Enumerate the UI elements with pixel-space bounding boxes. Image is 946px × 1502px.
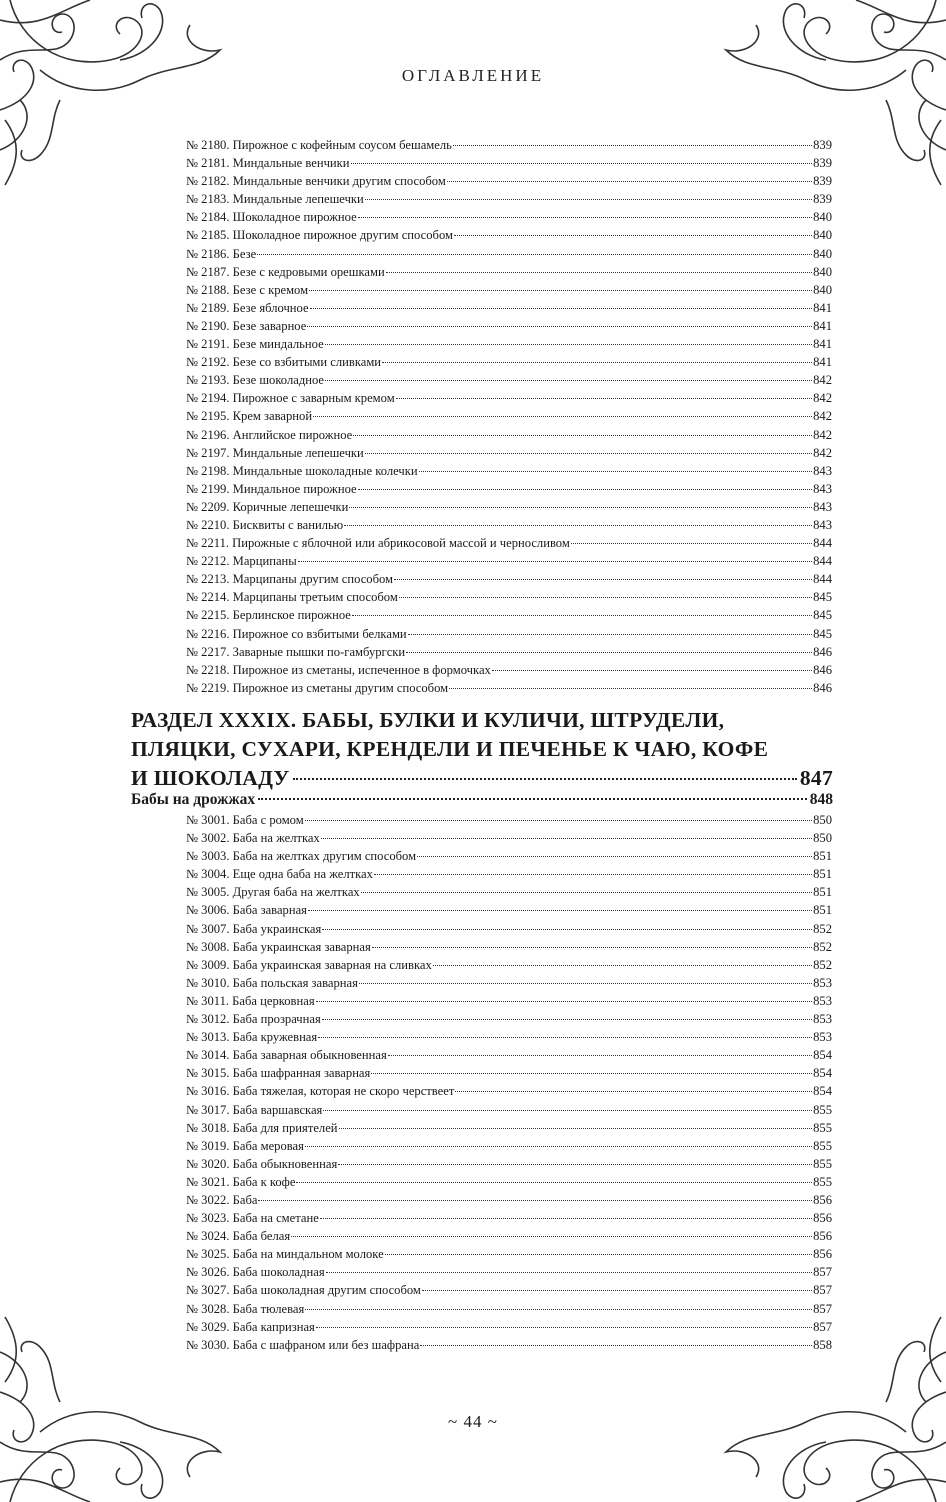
toc-entry-page: 851	[813, 867, 832, 882]
dot-leader	[359, 983, 812, 984]
toc-entry[interactable]	[186, 263, 832, 281]
toc-entry-title: № 2218. Пирожное из сметаны, испеченное в формочках	[186, 662, 491, 677]
toc-entry-title: № 2211. Пирожные с яблочной или абрикосовой массой и черносливом	[186, 536, 570, 551]
dot-leader	[325, 344, 812, 345]
dot-leader	[396, 398, 812, 399]
toc-entry[interactable]	[186, 588, 832, 606]
dot-leader	[382, 362, 812, 363]
toc-entry[interactable]	[186, 552, 832, 570]
toc-entry[interactable]	[186, 1028, 832, 1046]
toc-entry-title: № 2215. Берлинское пирожное	[186, 608, 351, 623]
toc-entry-title: № 2198. Миндальные шоколадные колечки	[186, 463, 418, 478]
toc-entry-page: 855	[813, 1102, 832, 1117]
dot-leader	[571, 543, 812, 544]
toc-entry[interactable]	[186, 1064, 832, 1082]
toc-entry-title: № 3017. Баба варшавская	[186, 1102, 323, 1117]
toc-entry[interactable]	[186, 1101, 832, 1119]
toc-entry-title: № 2196. Английское пирожное	[186, 427, 353, 442]
page-number-footer: ~ 44 ~	[448, 1412, 498, 1431]
toc-entry-page: 857	[813, 1283, 832, 1298]
toc-entry-page: 851	[813, 903, 832, 918]
toc-entry-title: № 2188. Безе с кремом	[186, 282, 309, 297]
toc-entry-page: 856	[813, 1247, 832, 1262]
toc-entry-title: № 3009. Баба украинская заварная на сливках	[186, 957, 432, 972]
toc-entry-page: 846	[813, 662, 832, 677]
toc-entry-page: 843	[813, 499, 832, 514]
toc-entry-title: № 3008. Баба украинская заварная	[186, 939, 371, 954]
toc-entry-title: № 3015. Баба шафранная заварная	[186, 1066, 371, 1081]
toc-entry-title: № 3005. Другая баба на желтках	[186, 885, 360, 900]
dot-leader	[308, 910, 812, 911]
toc-entry-title: № 3029. Баба капризная	[186, 1319, 315, 1334]
toc-entry-page: 842	[813, 391, 832, 406]
toc-list-bottom	[186, 811, 832, 1354]
dot-leader	[309, 290, 812, 291]
toc-entry-page: 840	[813, 210, 832, 225]
section-heading-line-1: РАЗДЕЛ XXXIX. БАБЫ, БУЛКИ И КУЛИЧИ, ШТРУДЕЛИ,	[131, 708, 725, 732]
toc-entry-page: 853	[813, 1012, 832, 1027]
dot-leader	[305, 1309, 812, 1310]
dot-leader	[372, 947, 812, 948]
dot-leader	[374, 874, 812, 875]
dot-leader	[417, 856, 812, 857]
toc-entry-title: № 3013. Баба кружевная	[186, 1030, 318, 1045]
toc-entry-title: № 2210. Бисквиты с ванилью	[186, 517, 344, 532]
toc-entry-title: № 2190. Безе заварное	[186, 318, 307, 333]
toc-entry-title: № 3010. Баба польская заварная	[186, 975, 358, 990]
toc-entry-page: 845	[813, 608, 832, 623]
toc-entry-page: 856	[813, 1211, 832, 1226]
toc-entry-title: № 2219. Пирожное из сметаны другим способом	[186, 680, 449, 695]
toc-entry-page: 839	[813, 192, 832, 207]
toc-entry[interactable]	[186, 811, 832, 829]
toc-entry[interactable]	[186, 1209, 832, 1227]
toc-entry-title: № 3001. Баба с ромом	[186, 813, 304, 827]
dot-leader	[291, 1236, 812, 1237]
toc-entry-page: 852	[813, 921, 832, 936]
toc-entry[interactable]	[186, 462, 832, 480]
toc-entry-page: 856	[813, 1229, 832, 1244]
toc-entry-page: 856	[813, 1192, 832, 1207]
subsection-page-number: 848	[809, 791, 833, 808]
toc-entry-title: № 3028. Баба тюлевая	[186, 1301, 305, 1316]
toc-entry[interactable]	[186, 570, 832, 588]
toc-entry-page: 857	[813, 1319, 832, 1334]
toc-entry-page: 842	[813, 445, 832, 460]
dot-leader	[344, 525, 812, 526]
toc-entry-page: 843	[813, 517, 832, 532]
toc-entry[interactable]	[186, 245, 832, 263]
toc-entry[interactable]	[186, 679, 832, 697]
toc-entry[interactable]	[186, 956, 832, 974]
dot-leader	[305, 1146, 812, 1147]
toc-entry-page: 839	[813, 174, 832, 189]
toc-entry[interactable]	[186, 281, 832, 299]
toc-list-top	[186, 136, 832, 697]
toc-entry[interactable]	[186, 371, 832, 389]
dot-leader	[318, 1037, 812, 1038]
toc-entry-title: № 3003. Баба на желтках другим способом	[186, 849, 417, 864]
toc-entry-title: № 3024. Баба белая	[186, 1229, 291, 1244]
toc-entry[interactable]	[186, 516, 832, 534]
page-header-title: ОГЛАВЛЕНИЕ	[401, 66, 545, 85]
toc-entry-page: 845	[813, 626, 832, 641]
toc-entry-title: № 3025. Баба на миндальном молоке	[186, 1247, 384, 1262]
toc-entry-page: 853	[813, 993, 832, 1008]
dot-leader	[408, 634, 812, 635]
toc-entry-page: 858	[813, 1337, 832, 1352]
toc-entry[interactable]	[186, 407, 832, 425]
dot-leader	[455, 1091, 812, 1092]
toc-entry-title: № 3023. Баба на сметане	[186, 1211, 319, 1226]
toc-entry-page: 855	[813, 1174, 832, 1189]
toc-entry-title: № 2199. Миндальное пирожное	[186, 481, 357, 496]
toc-entry[interactable]	[186, 317, 832, 335]
toc-entry[interactable]	[186, 847, 832, 865]
dot-leader	[313, 416, 812, 417]
dot-leader	[388, 1055, 812, 1056]
toc-entry-page: 857	[813, 1265, 832, 1280]
toc-entry-title: № 3019. Баба меровая	[186, 1138, 304, 1153]
toc-entry-title: № 3016. Баба тяжелая, которая не скоро черствеет	[186, 1084, 455, 1099]
toc-entry[interactable]	[186, 992, 832, 1010]
toc-entry-page: 843	[813, 463, 832, 478]
toc-entry[interactable]	[186, 389, 832, 407]
toc-entry-page: 855	[813, 1156, 832, 1171]
toc-entry-page: 839	[813, 156, 832, 171]
toc-entry-page: 846	[813, 644, 832, 659]
dot-leader	[326, 1272, 812, 1273]
toc-entry-title: № 3030. Баба с шафраном или без шафрана	[186, 1337, 420, 1352]
dot-leader	[449, 688, 812, 689]
dot-leader	[394, 579, 812, 580]
dot-leader	[296, 1182, 812, 1183]
toc-entry-page: 854	[813, 1066, 832, 1081]
dot-leader	[322, 929, 812, 930]
toc-entry[interactable]	[186, 1119, 832, 1137]
toc-entry[interactable]	[186, 1318, 832, 1336]
dot-leader	[371, 1073, 812, 1074]
dot-leader	[365, 199, 812, 200]
toc-entry-title: № 2217. Заварные пышки по-гамбургски	[186, 644, 406, 659]
dot-leader	[492, 670, 812, 671]
toc-entry[interactable]	[186, 829, 832, 847]
toc-entry-page: 855	[813, 1120, 832, 1135]
toc-entry-title: № 3007. Баба украинская	[186, 921, 322, 936]
toc-entry-page: 842	[813, 427, 832, 442]
toc-entry-title: № 3011. Баба церковная	[186, 993, 315, 1008]
toc-entry-page: 840	[813, 264, 832, 279]
toc-entry-page: 851	[813, 885, 832, 900]
toc-entry[interactable]	[186, 1227, 832, 1245]
dot-leader	[351, 163, 813, 164]
toc-entry-title: № 2183. Миндальные лепешечки	[186, 192, 364, 207]
toc-entry-title: № 2184. Шоколадное пирожное	[186, 210, 357, 225]
toc-entry-title: № 2214. Марципаны третьим способом	[186, 590, 398, 605]
dot-leader	[399, 597, 812, 598]
toc-entry[interactable]	[186, 353, 832, 371]
toc-entry[interactable]	[186, 426, 832, 444]
dot-leader	[406, 652, 812, 653]
toc-entry-title: № 2213. Марципаны другим способом	[186, 572, 394, 587]
toc-entry-title: № 2189. Безе яблочное	[186, 300, 309, 315]
toc-entry-page: 841	[813, 337, 832, 352]
toc-entry-title: № 3004. Еще одна баба на желтках	[186, 867, 373, 882]
toc-entry-page: 854	[813, 1084, 832, 1099]
toc-entry[interactable]	[186, 1245, 832, 1263]
toc-entry[interactable]	[186, 299, 832, 317]
toc-entry[interactable]	[186, 1300, 832, 1318]
section-heading[interactable]	[131, 706, 833, 793]
toc-entry-page: 853	[813, 975, 832, 990]
toc-entry-title: № 3021. Баба к кофе	[186, 1174, 296, 1189]
toc-entry[interactable]	[186, 1137, 832, 1155]
toc-entry-page: 841	[813, 355, 832, 370]
toc-entry-title: № 3027. Баба шоколадная другим способом	[186, 1283, 421, 1298]
toc-entry[interactable]	[186, 1046, 832, 1064]
toc-entry[interactable]	[186, 1010, 832, 1028]
toc-entry-page: 855	[813, 1138, 832, 1153]
subsection-heading[interactable]	[131, 790, 833, 810]
toc-entry-title: № 2182. Миндальные венчики другим способом	[186, 174, 446, 189]
dot-leader	[447, 181, 812, 182]
toc-entry-title: № 2195. Крем заварной	[186, 409, 313, 424]
toc-entry-title: № 3026. Баба шоколадная	[186, 1265, 325, 1280]
toc-entry-title: № 3012. Баба прозрачная	[186, 1012, 321, 1027]
toc-entry-page: 852	[813, 957, 832, 972]
toc-entry-title: № 2197. Миндальные лепешечки	[186, 445, 364, 460]
dot-leader	[358, 217, 812, 218]
dot-leader	[422, 1290, 812, 1291]
toc-entry[interactable]	[186, 1173, 832, 1191]
toc-entry-page: 850	[813, 813, 832, 827]
section-heading-line-3: И ШОКОЛАДУ	[131, 766, 290, 790]
toc-entry[interactable]	[186, 625, 832, 643]
toc-entry[interactable]	[186, 938, 832, 956]
toc-entry-title: № 2193. Безе шоколадное	[186, 373, 325, 388]
toc-entry-title: № 3020. Баба обыкновенная	[186, 1156, 338, 1171]
toc-entry-page: 846	[813, 680, 832, 695]
dot-leader	[349, 507, 812, 508]
toc-entry-page: 840	[813, 282, 832, 297]
toc-entry-page: 844	[813, 572, 832, 587]
toc-entry-title: № 2186. Безе	[186, 246, 257, 261]
toc-entry[interactable]	[186, 643, 832, 661]
toc-entry-title: № 2216. Пирожное со взбитыми белками	[186, 626, 407, 641]
dot-leader	[361, 892, 812, 893]
toc-entry-title: № 2185. Шоколадное пирожное другим способом	[186, 228, 453, 243]
dot-leader	[258, 798, 807, 800]
toc-entry-title: № 2187. Безе с кедровыми орешками	[186, 264, 385, 279]
dot-leader	[454, 235, 812, 236]
dot-leader	[353, 435, 812, 436]
dot-leader	[352, 615, 812, 616]
dot-leader	[305, 820, 812, 821]
toc-entry-title: № 3022. Баба	[186, 1192, 258, 1207]
toc-entry[interactable]	[186, 1336, 832, 1354]
toc-entry[interactable]	[186, 534, 832, 552]
toc-entry[interactable]	[186, 901, 832, 919]
toc-entry-title: № 2181. Миндальные венчики	[186, 156, 350, 171]
toc-entry-page: 842	[813, 373, 832, 388]
subsection-title: Бабы на дрожжах	[131, 791, 256, 808]
toc-entry[interactable]	[186, 974, 832, 992]
toc-entry-page: 854	[813, 1048, 832, 1063]
toc-entry-page: 843	[813, 481, 832, 496]
toc-entry-page: 844	[813, 536, 832, 551]
toc-entry[interactable]	[186, 920, 832, 938]
toc-entry-title: № 2180. Пирожное с кофейным соусом бешамель	[186, 138, 452, 152]
dot-leader	[321, 838, 812, 839]
toc-entry[interactable]	[186, 136, 832, 154]
toc-entry[interactable]	[186, 208, 832, 226]
toc-entry-title: № 2191. Безе миндальное	[186, 337, 324, 352]
toc-entry[interactable]	[186, 190, 832, 208]
toc-entry[interactable]	[186, 883, 832, 901]
toc-entry-page: 844	[813, 554, 832, 569]
dot-leader	[365, 453, 812, 454]
toc-entry-title: № 3014. Баба заварная обыкновенная	[186, 1048, 387, 1063]
toc-entry[interactable]	[186, 1082, 832, 1100]
toc-entry-page: 851	[813, 849, 832, 864]
toc-entry-page: 839	[813, 138, 832, 152]
toc-entry-title: № 2212. Марципаны	[186, 554, 297, 569]
section-page-number: 847	[799, 766, 833, 790]
toc-entry[interactable]	[186, 1281, 832, 1299]
dot-leader	[298, 561, 812, 562]
toc-entry-title: № 2209. Коричные лепешечки	[186, 499, 349, 514]
dot-leader	[338, 1164, 812, 1165]
toc-entry[interactable]	[186, 661, 832, 679]
dot-leader	[420, 1345, 812, 1346]
toc-entry[interactable]	[186, 606, 832, 624]
dot-leader	[258, 1200, 812, 1201]
toc-entry-page: 857	[813, 1301, 832, 1316]
toc-entry[interactable]	[186, 226, 832, 244]
toc-entry[interactable]	[186, 498, 832, 516]
dot-leader	[323, 1110, 812, 1111]
toc-entry-page: 852	[813, 939, 832, 954]
dot-leader	[293, 778, 797, 780]
dot-leader	[310, 308, 813, 309]
dot-leader	[325, 380, 812, 381]
dot-leader	[320, 1218, 812, 1219]
dot-leader	[386, 272, 812, 273]
toc-entry[interactable]	[186, 154, 832, 172]
dot-leader	[316, 1001, 812, 1002]
toc-entry-page: 845	[813, 590, 832, 605]
toc-entry-page: 840	[813, 228, 832, 243]
toc-entry[interactable]	[186, 335, 832, 353]
toc-entry-title: № 3002. Баба на желтках	[186, 831, 320, 846]
toc-entry[interactable]	[186, 1155, 832, 1173]
section-heading-line-2: ПЛЯЦКИ, СУХАРИ, КРЕНДЕЛИ И ПЕЧЕНЬЕ К ЧАЮ, КОФЕ	[131, 737, 769, 761]
toc-entry[interactable]	[186, 1191, 832, 1209]
dot-leader	[339, 1128, 813, 1129]
dot-leader	[358, 489, 812, 490]
toc-entry-page: 853	[813, 1030, 832, 1045]
toc-entry-title: № 2194. Пирожное с заварным кремом	[186, 391, 395, 406]
toc-entry[interactable]	[186, 865, 832, 883]
toc-entry-title: № 2192. Безе со взбитыми сливками	[186, 355, 382, 370]
dot-leader	[322, 1019, 812, 1020]
toc-entry-title: № 3018. Баба для приятелей	[186, 1120, 338, 1135]
toc-entry-page: 841	[813, 300, 832, 315]
toc-entry[interactable]	[186, 172, 832, 190]
toc-entry-page: 840	[813, 246, 832, 261]
toc-entry[interactable]	[186, 480, 832, 498]
dot-leader	[419, 471, 813, 472]
toc-entry[interactable]	[186, 1263, 832, 1281]
dot-leader	[316, 1327, 812, 1328]
toc-entry-page: 842	[813, 409, 832, 424]
dot-leader	[307, 326, 812, 327]
toc-entry[interactable]	[186, 444, 832, 462]
dot-leader	[385, 1254, 812, 1255]
toc-entry-title: № 3006. Баба заварная	[186, 903, 307, 918]
toc-entry-page: 841	[813, 318, 832, 333]
toc-entry-page: 850	[813, 831, 832, 846]
dot-leader	[433, 965, 812, 966]
dot-leader	[257, 254, 812, 255]
dot-leader	[453, 145, 812, 146]
